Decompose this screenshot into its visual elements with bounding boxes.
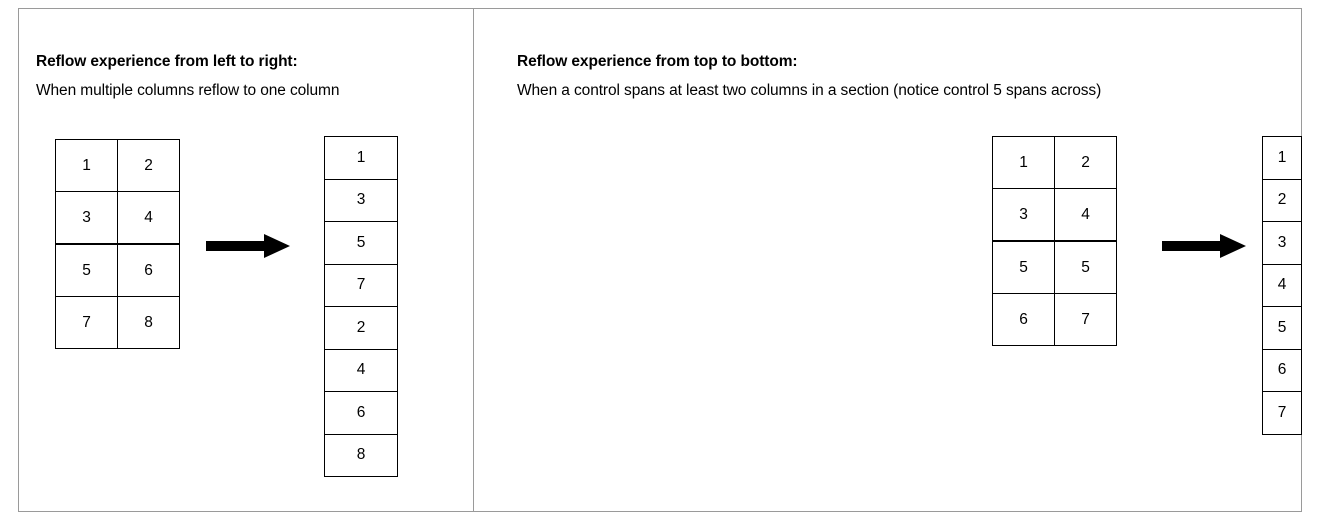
panel-subtitle: When multiple columns reflow to one column bbox=[36, 82, 340, 99]
source-grid bbox=[55, 139, 180, 349]
right-arrow-icon bbox=[1162, 233, 1246, 259]
table-row bbox=[993, 294, 1117, 346]
result-cell: 4 bbox=[1263, 264, 1302, 307]
table-row bbox=[56, 192, 180, 245]
list-item bbox=[1263, 349, 1302, 392]
grid-cell: 5 bbox=[56, 244, 118, 297]
list-item bbox=[325, 137, 398, 180]
result-cell: 7 bbox=[1263, 392, 1302, 435]
result-cell: 3 bbox=[1263, 222, 1302, 265]
result-cell: 6 bbox=[325, 392, 398, 435]
table-row bbox=[993, 137, 1117, 189]
result-cell: 7 bbox=[325, 264, 398, 307]
table-row-section-start bbox=[56, 244, 180, 297]
grid-cell: 8 bbox=[118, 297, 180, 349]
list-item bbox=[325, 222, 398, 265]
list-item bbox=[325, 434, 398, 477]
grid-cell: 2 bbox=[118, 140, 180, 192]
list-item bbox=[325, 392, 398, 435]
list-item bbox=[325, 264, 398, 307]
grid-cell: 5 bbox=[1055, 241, 1117, 294]
result-column bbox=[324, 136, 398, 477]
table-row-section-start bbox=[993, 241, 1117, 294]
result-column bbox=[1262, 136, 1302, 435]
grid-cell: 2 bbox=[1055, 137, 1117, 189]
grid-cell: 4 bbox=[118, 192, 180, 245]
panel-top-to-bottom bbox=[474, 8, 1302, 512]
panel-title: Reflow experience from left to right: bbox=[36, 53, 298, 70]
source-grid bbox=[992, 136, 1117, 346]
grid-cell: 3 bbox=[56, 192, 118, 245]
table-row bbox=[56, 297, 180, 349]
result-cell: 1 bbox=[325, 137, 398, 180]
list-item bbox=[1263, 392, 1302, 435]
grid-cell: 5 bbox=[993, 241, 1055, 294]
grid-cell: 6 bbox=[993, 294, 1055, 346]
grid-cell: 6 bbox=[118, 244, 180, 297]
table-row bbox=[993, 189, 1117, 242]
result-cell: 1 bbox=[1263, 137, 1302, 180]
list-item bbox=[1263, 137, 1302, 180]
grid-cell: 1 bbox=[56, 140, 118, 192]
panel-subtitle: When a control spans at least two columns in a section (notice control 5 spans across) bbox=[517, 82, 1102, 99]
result-cell: 2 bbox=[325, 307, 398, 350]
right-arrow-icon bbox=[206, 233, 290, 259]
result-cell: 5 bbox=[325, 222, 398, 265]
grid-cell: 3 bbox=[993, 189, 1055, 242]
result-cell: 2 bbox=[1263, 179, 1302, 222]
grid-cell: 7 bbox=[1055, 294, 1117, 346]
list-item bbox=[1263, 307, 1302, 350]
list-item bbox=[1263, 222, 1302, 265]
grid-cell: 7 bbox=[56, 297, 118, 349]
result-cell: 3 bbox=[325, 179, 398, 222]
result-cell: 4 bbox=[325, 349, 398, 392]
list-item bbox=[325, 349, 398, 392]
panel-title: Reflow experience from top to bottom: bbox=[517, 53, 798, 70]
result-cell: 5 bbox=[1263, 307, 1302, 350]
table-row bbox=[56, 140, 180, 192]
list-item bbox=[325, 179, 398, 222]
result-cell: 6 bbox=[1263, 349, 1302, 392]
list-item bbox=[325, 307, 398, 350]
list-item bbox=[1263, 179, 1302, 222]
panel-left-to-right bbox=[18, 8, 473, 512]
grid-cell: 4 bbox=[1055, 189, 1117, 242]
list-item bbox=[1263, 264, 1302, 307]
result-cell: 8 bbox=[325, 434, 398, 477]
grid-cell: 1 bbox=[993, 137, 1055, 189]
